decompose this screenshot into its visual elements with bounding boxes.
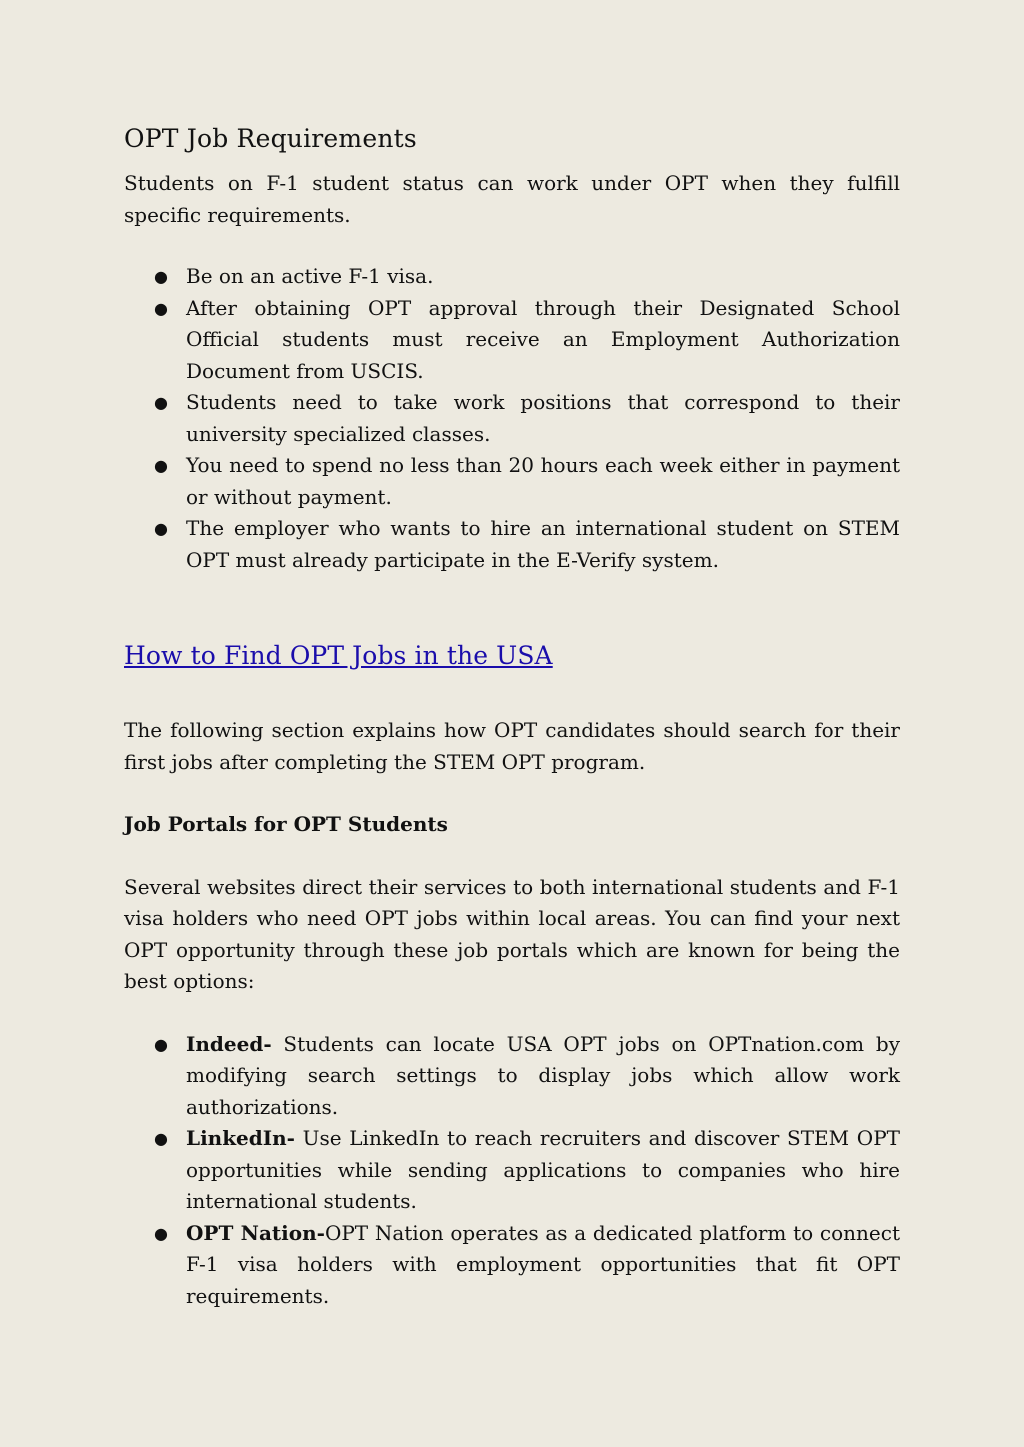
list-item (124, 513, 900, 576)
bullet-icon: ● (154, 393, 168, 412)
requirements-heading: OPT Job Requirements (124, 124, 417, 153)
list-item-text: After obtaining OPT approval through their Designated School Official students must receive an Employment Authorization Document from USCIS. (186, 295, 900, 383)
list-item-text: You need to spend no less than 20 hours each week either in payment or without payment. (186, 453, 900, 509)
bullet-icon: ● (154, 267, 168, 286)
list-item (124, 261, 900, 293)
list-item (124, 1218, 900, 1313)
portal-name: LinkedIn- (186, 1126, 295, 1150)
bullet-icon: ● (154, 1034, 168, 1054)
list-item (124, 293, 900, 388)
list-item (124, 387, 900, 450)
portal-description: OPT Nation operates as a dedicated platform to connect F-1 visa holders with employment opportunities that fit OPT requirements. (186, 1220, 900, 1308)
find-opt-jobs-link[interactable]: How to Find OPT Jobs in the USA (124, 641, 553, 670)
portals-heading: Job Portals for OPT Students (124, 812, 448, 836)
list-item (124, 1123, 900, 1218)
bullet-icon: ● (154, 1223, 168, 1243)
requirements-intro: Students on F-1 student status can work under OPT when they fulfill specific requirements. (124, 171, 900, 227)
list-item (124, 450, 900, 513)
list-item (124, 1029, 900, 1124)
portals-list (124, 1029, 900, 1313)
portal-name: Indeed- (186, 1031, 272, 1056)
list-item-text: Students need to take work positions that correspond to their university specialized classes. (186, 390, 900, 446)
list-item-text: Be on an active F-1 visa. (186, 264, 434, 288)
document-content (124, 0, 900, 1312)
bullet-icon: ● (154, 519, 168, 538)
portal-name: OPT Nation- (186, 1220, 325, 1245)
list-item-text: The employer who wants to hire an international student on STEM OPT must already participate in the E-Verify system. (186, 516, 900, 572)
portal-description: Students can locate USA OPT jobs on OPTnation.com by modifying search settings to display jobs which allow work authorizations. (186, 1031, 900, 1119)
bullet-icon: ● (154, 1129, 168, 1148)
portals-intro: Several websites direct their services to both international students and F-1 visa holders who need OPT jobs within local areas. You can find your next OPT opportunity through these job portals which are known for being the best options: (124, 874, 900, 993)
find-section-intro: The following section explains how OPT candidates should search for their first jobs after completing the STEM OPT program. (124, 718, 900, 774)
portal-description: Use LinkedIn to reach recruiters and discover STEM OPT opportunities while sending applications to companies who hire international students. (186, 1126, 900, 1213)
bullet-icon: ● (154, 456, 168, 475)
requirements-list (124, 261, 900, 576)
bullet-icon: ● (154, 298, 168, 318)
